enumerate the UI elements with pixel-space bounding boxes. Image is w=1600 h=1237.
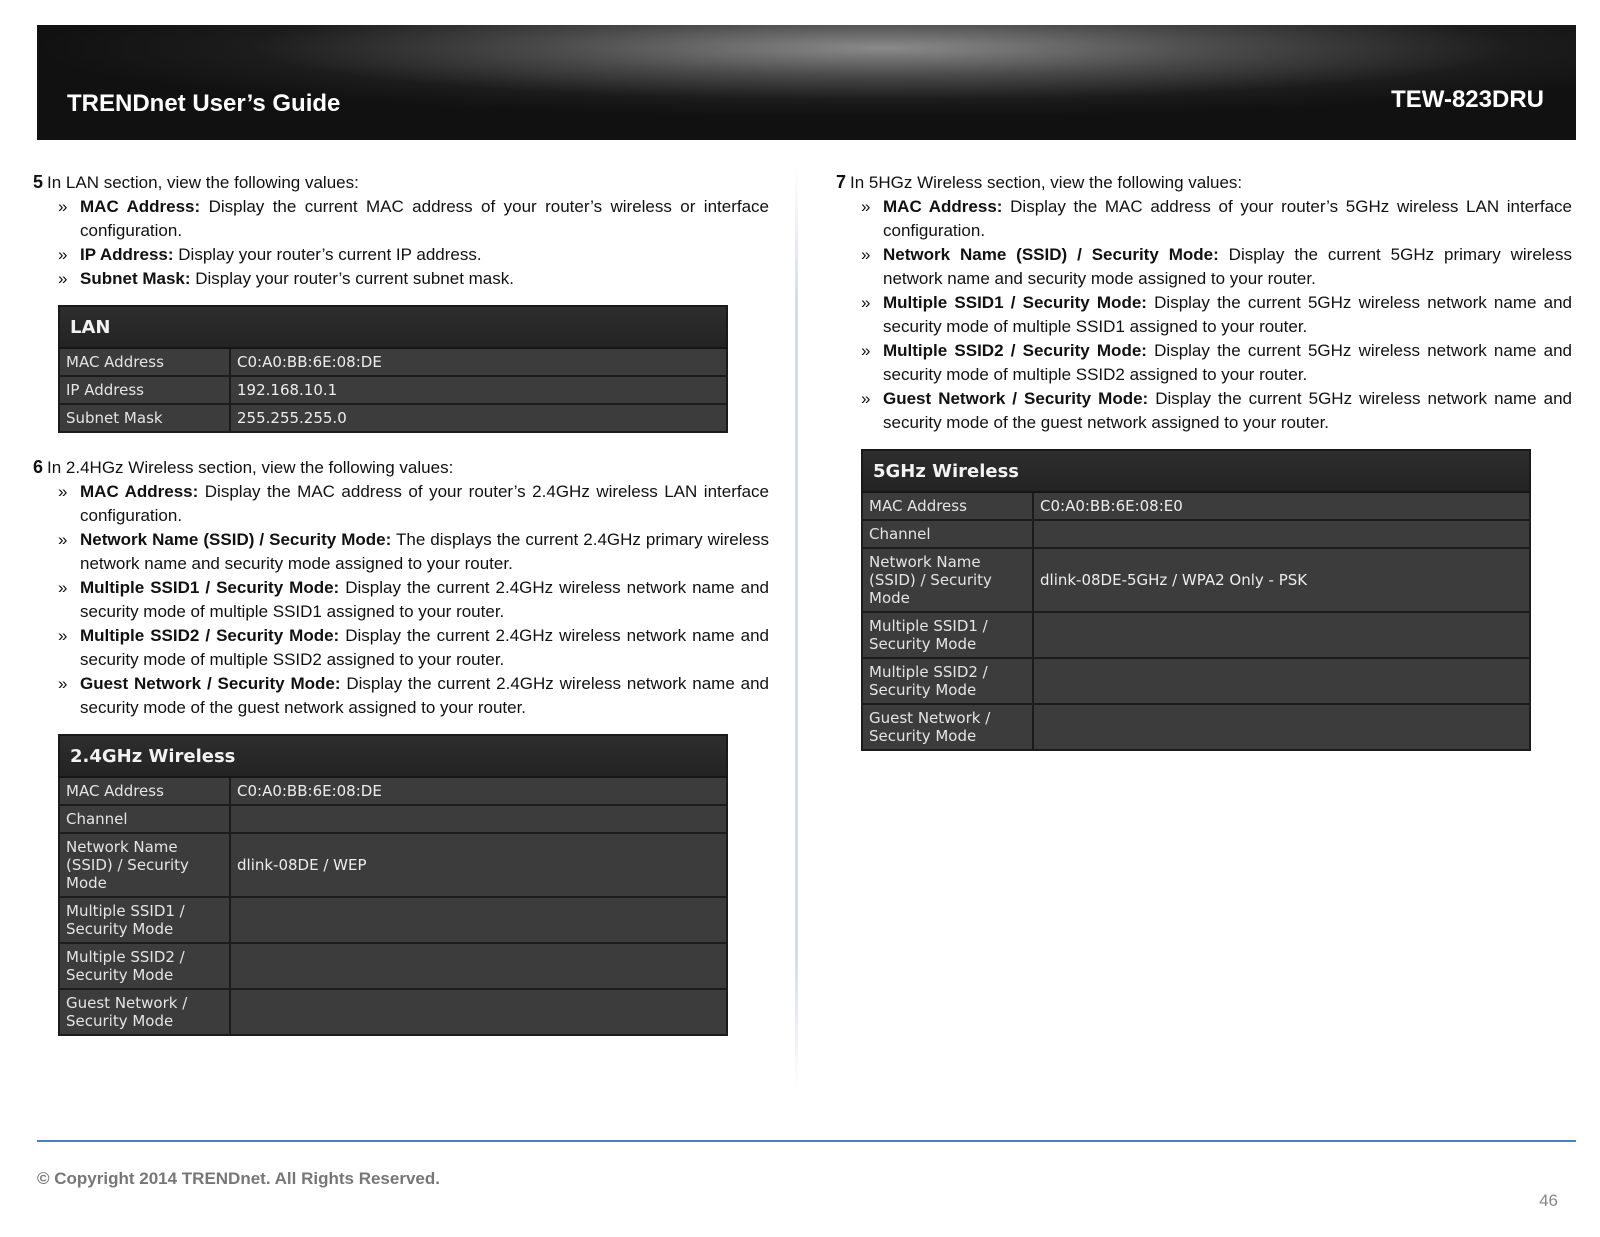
left-column [33,170,769,1036]
item-desc: Display the MAC address of your router’s 5GHz wireless LAN interface configuration. [883,197,1572,240]
step-number: 5 [33,172,44,192]
item-desc: Display the current 5GHz wireless network name and security mode of multiple SSID1 assigned to your router. [883,293,1572,336]
row-value: C0:A0:BB:6E:08:E0 [1033,492,1530,520]
table-row [862,492,1530,520]
item-desc: The displays the current 2.4GHz primary wireless network name and security mode assigned to your router. [80,530,769,573]
bullet-icon: » [58,578,68,597]
bullet-icon: » [58,269,68,288]
item-term: IP Address: [80,245,174,264]
row-label: Network Name (SSID) / Security Mode [59,833,230,897]
list-item [861,243,1573,291]
model-number: TEW-823DRU [1391,86,1544,113]
row-value: C0:A0:BB:6E:08:DE [230,777,727,805]
bullet-icon: » [861,293,871,312]
item-term: Guest Network / Security Mode: [80,674,341,693]
list-item [58,624,769,672]
item-desc: Display your router’s current IP address. [173,245,482,264]
table-row [862,658,1530,704]
row-label: Guest Network / Security Mode [59,989,230,1035]
row-label: MAC Address [59,348,230,376]
step-intro-text: In LAN section, view the following values: [47,173,359,192]
wireless-24ghz-table [58,734,728,1036]
row-label: Multiple SSID2 / Security Mode [862,658,1033,704]
row-label: IP Address [59,376,230,404]
item-desc: Display the current 2.4GHz wireless network name and security mode of multiple SSID2 assigned to your router. [80,626,769,669]
bullet-icon: » [58,530,68,549]
row-label: Multiple SSID2 / Security Mode [59,943,230,989]
item-desc: Display the MAC address of your router’s 2.4GHz wireless LAN interface configuration. [80,482,769,525]
bullet-icon: » [861,341,871,360]
guide-title: TRENDnet User’s Guide [67,90,341,117]
right-column [836,170,1572,751]
step-5-intro [33,170,769,195]
list-item [861,291,1572,339]
row-label: Multiple SSID1 / Security Mode [59,897,230,943]
item-term: MAC Address: [883,197,1003,216]
list-item [58,672,770,720]
table-row [862,704,1530,750]
list-item [58,528,769,576]
table-row [59,348,727,376]
item-term: Guest Network / Security Mode: [883,389,1149,408]
step-intro-text: In 5HGz Wireless section, view the following values: [850,173,1243,192]
item-desc: Display the current 2.4GHz wireless network name and security mode of multiple SSID1 assigned to your router. [80,578,769,621]
item-term: Network Name (SSID) / Security Mode: [883,245,1219,264]
header-banner [37,25,1576,140]
step-intro-text: In 2.4HGz Wireless section, view the following values: [47,458,454,477]
list-item [58,576,769,624]
list-item [58,267,769,291]
item-desc: Display the current MAC address of your router’s wireless or interface configuration. [80,197,769,240]
bullet-icon: » [58,245,68,264]
table-row [59,943,727,989]
footer-divider [37,1140,1576,1142]
item-desc: Display the current 2.4GHz wireless network name and security mode of the guest network assigned to your router. [80,674,770,717]
list-item [58,243,769,267]
table-title: LAN [59,306,727,348]
bullet-icon: » [58,482,68,501]
row-label: Channel [862,520,1033,548]
row-value [230,805,727,833]
row-value: dlink-08DE / WEP [230,833,727,897]
row-value: 255.255.255.0 [230,404,727,432]
row-label: Network Name (SSID) / Security Mode [862,548,1033,612]
table-row [862,612,1530,658]
step-7-intro [836,170,1572,195]
row-value [1033,658,1530,704]
table-row [59,376,727,404]
item-term: MAC Address: [80,482,199,501]
table-title: 2.4GHz Wireless [59,735,727,777]
step-5-list [33,195,769,291]
step-number: 6 [33,457,44,477]
step-6-list [33,480,769,720]
item-desc: Display the current 5GHz wireless network name and security mode of the guest network assigned to your router. [883,389,1572,432]
step-6-intro [33,455,769,480]
item-term: Multiple SSID2 / Security Mode: [80,626,340,645]
row-value [230,943,727,989]
table-row [59,805,727,833]
row-value [1033,520,1530,548]
row-value [1033,612,1530,658]
step-7-list [836,195,1572,435]
table-row [59,897,727,943]
row-value: dlink-08DE-5GHz / WPA2 Only - PSK [1033,548,1530,612]
row-label: Guest Network / Security Mode [862,704,1033,750]
row-label: MAC Address [862,492,1033,520]
table-row [59,833,727,897]
bullet-icon: » [861,389,871,408]
item-term: Subnet Mask: [80,269,191,288]
item-term: Multiple SSID2 / Security Mode: [883,341,1147,360]
table-row [862,548,1530,612]
table-row [59,404,727,432]
item-term: Network Name (SSID) / Security Mode: [80,530,392,549]
bullet-icon: » [861,245,871,264]
item-term: MAC Address: [80,197,201,216]
page-number: 46 [1539,1191,1558,1210]
bullet-icon: » [58,626,68,645]
item-desc: Display the current 5GHz primary wireless network name and security mode assigned to your router. [883,245,1573,288]
column-divider [795,170,798,1090]
item-desc: Display the current 5GHz wireless network name and security mode of multiple SSID2 assigned to your router. [883,341,1572,384]
list-item [58,195,769,243]
row-value: C0:A0:BB:6E:08:DE [230,348,727,376]
item-term: Multiple SSID1 / Security Mode: [80,578,340,597]
bullet-icon: » [58,674,68,693]
copyright-text: © Copyright 2014 TRENDnet. All Rights Reserved. [37,1169,440,1188]
item-term: Multiple SSID1 / Security Mode: [883,293,1147,312]
row-label: Channel [59,805,230,833]
row-value [1033,704,1530,750]
step-number: 7 [836,172,847,192]
wireless-5ghz-table [861,449,1531,751]
item-desc: Display your router’s current subnet mask. [190,269,514,288]
lan-table [58,305,728,433]
row-label: Multiple SSID1 / Security Mode [862,612,1033,658]
list-item [861,195,1572,243]
row-label: MAC Address [59,777,230,805]
table-row [59,989,727,1035]
row-value [230,989,727,1035]
bullet-icon: » [861,197,871,216]
table-row [59,777,727,805]
list-item [861,387,1572,435]
list-item [861,339,1572,387]
table-title: 5GHz Wireless [862,450,1530,492]
row-value: 192.168.10.1 [230,376,727,404]
table-row [862,520,1530,548]
row-label: Subnet Mask [59,404,230,432]
row-value [230,897,727,943]
bullet-icon: » [58,197,68,216]
list-item [58,480,769,528]
